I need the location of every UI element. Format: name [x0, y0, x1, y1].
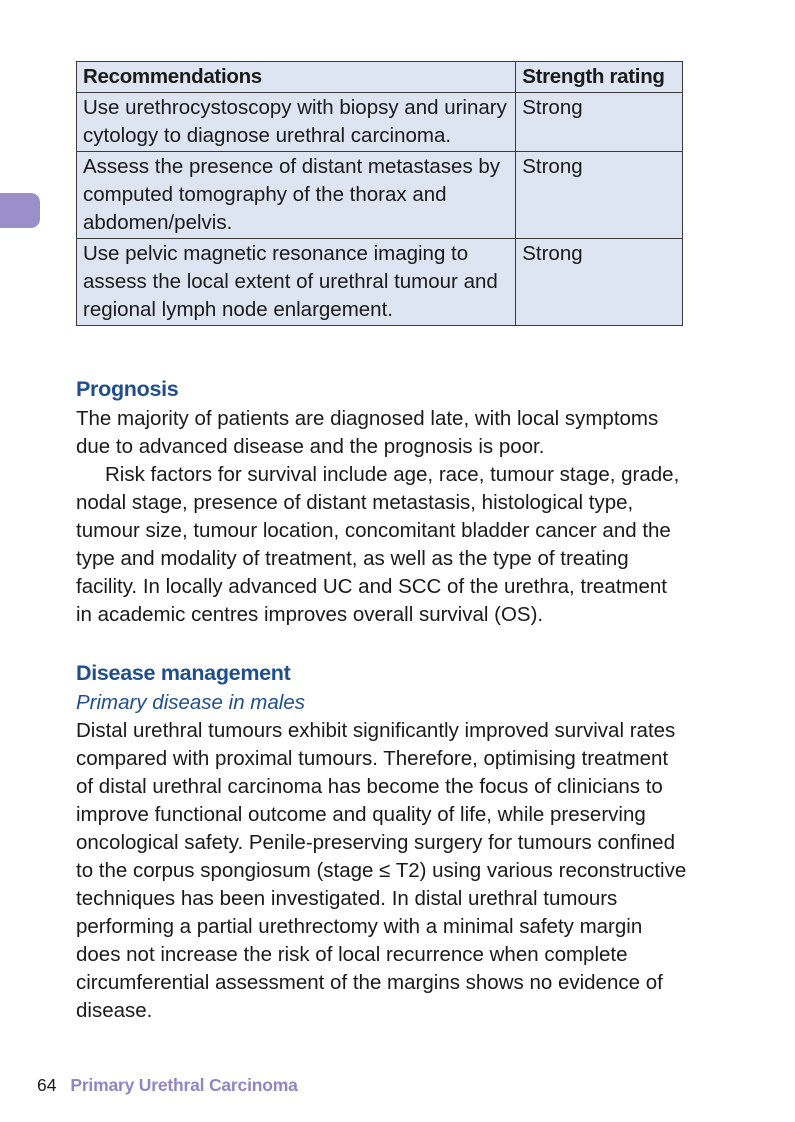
recommendation-cell: Use pelvic magnetic resonance imaging to assess the local extent of urethral tumour and regional lymph node enlargement. [77, 239, 516, 326]
table-row [77, 152, 683, 239]
recommendations-table [76, 61, 683, 326]
strength-rating-header: Strength rating [516, 62, 683, 93]
disease-management-heading: Disease management [76, 661, 291, 685]
running-title: Primary Urethral Carcinoma [70, 1075, 298, 1095]
page-number: 64 [37, 1075, 57, 1095]
prognosis-paragraph-2: Risk factors for survival include age, race, tumour stage, grade, nodal stage, presence of distant metastasis, histological type, tumour size, tumour location, concomitant bladder cancer and the type and modality of treatment, as well as the type of treating facility. In locally advanced UC and SCC of the urethra, treatment in academic centres improves overall survival (OS). [76, 463, 680, 626]
table-row [77, 93, 683, 152]
prognosis-paragraph-1: The majority of patients are diagnosed late, with local symptoms due to advanced disease and the prognosis is poor. [76, 407, 659, 458]
recommendations-header: Recommendations [77, 62, 516, 93]
recommendation-cell: Assess the presence of distant metastases by computed tomography of the thorax and abdomen/pelvis. [77, 152, 516, 239]
body-content [76, 373, 688, 1025]
prognosis-heading: Prognosis [76, 377, 179, 401]
strength-cell: Strong [516, 152, 683, 239]
page-footer [37, 1073, 298, 1097]
primary-disease-males-subheading: Primary disease in males [76, 691, 305, 714]
table-row [77, 239, 683, 326]
disease-management-paragraph: Distal urethral tumours exhibit significantly improved survival rates compared with proximal tumours. Therefore, optimising treatment of distal urethral carcinoma has become the focus of clinicians to improve functional outcome and quality of life, while preserving oncological safety. Penile-preserving surgery for tumours confined to the corpus spongiosum (stage ≤ T2) using various reconstructive techniques has been investigated. In distal urethral tumours performing a partial urethrectomy with a minimal safety margin does not increase the risk of local recurrence when complete circumferential assessment of the margins shows no evidence of disease. [76, 719, 687, 1022]
section-spacer [76, 629, 688, 657]
table-header-row [77, 62, 683, 93]
section-tab-marker [0, 193, 40, 228]
recommendation-cell: Use urethrocystoscopy with biopsy and urinary cytology to diagnose urethral carcinoma. [77, 93, 516, 152]
strength-cell: Strong [516, 239, 683, 326]
strength-cell: Strong [516, 93, 683, 152]
